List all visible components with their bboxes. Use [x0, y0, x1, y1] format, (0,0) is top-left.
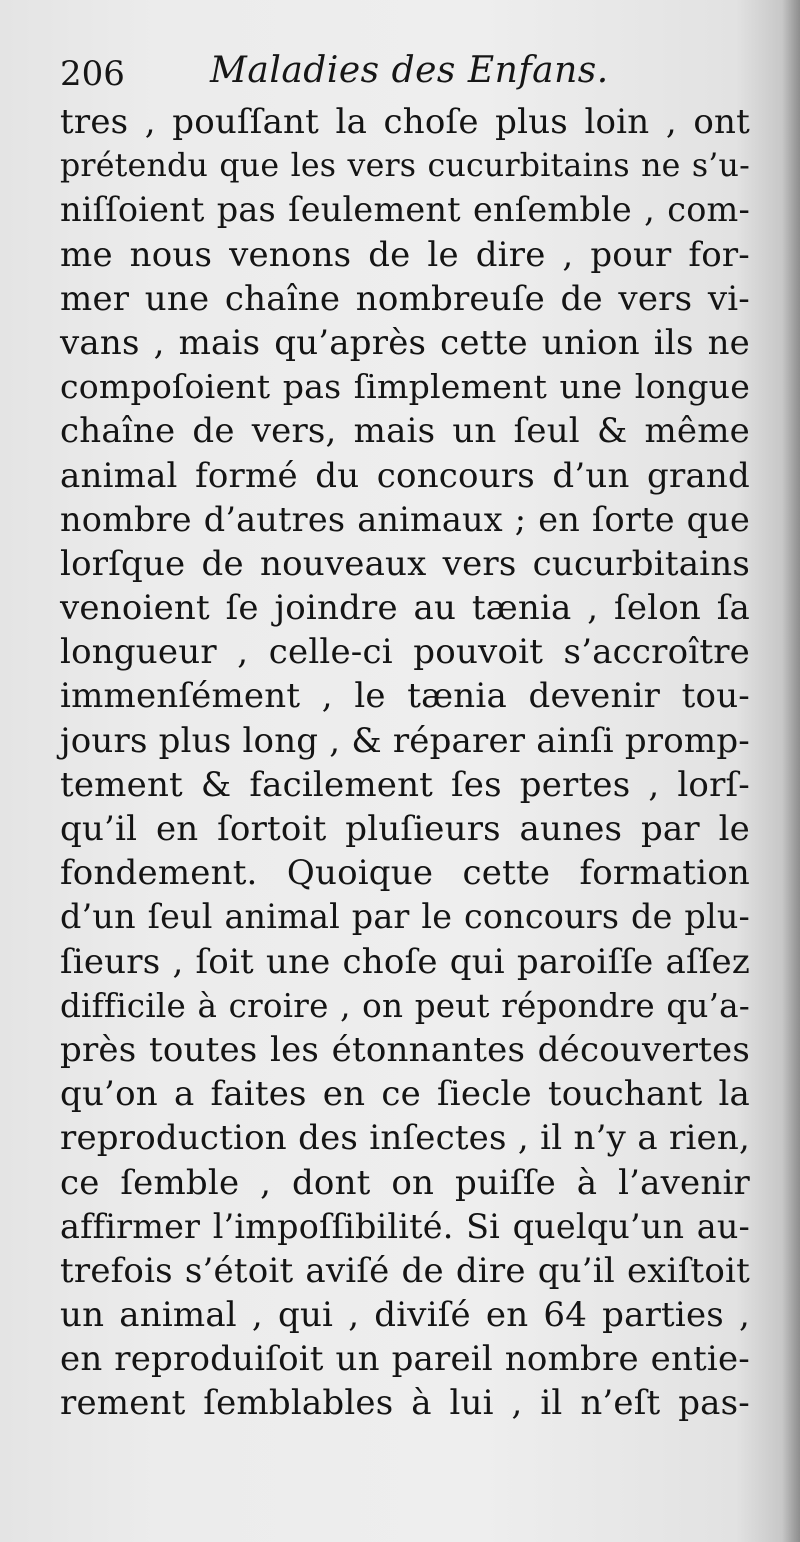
text-line: qu’il en ſortoit pluſieurs aunes par le — [60, 809, 750, 849]
text-line: mer une chaîne nombreuſe de vers vi- — [60, 278, 750, 319]
text-line: chaîne de vers, mais un ſeul & même — [60, 411, 750, 452]
text-line: rement ſemblables à lui , il n’eſt pas- — [60, 1383, 750, 1424]
body-text — [60, 100, 750, 1426]
text-line: me nous venons de le dire , pour for- — [60, 234, 750, 275]
text-line: ce ſemble , dont on puiſſe à l’avenir — [60, 1162, 750, 1203]
page-header — [60, 48, 740, 100]
page-edge-shadow — [782, 0, 800, 1542]
text-line: prétendu que les vers cucurbitains ne s’u- — [60, 148, 750, 185]
text-line: d’un ſeul animal par le concours de plu- — [60, 897, 750, 937]
text-line: vans , mais qu’après cette union ils ne — [60, 322, 750, 363]
text-line: ſieurs , ſoit une choſe qui paroiſſe aſſez — [60, 941, 750, 982]
text-line: longueur , celle-ci pouvoit s’accroître — [60, 632, 750, 673]
text-line: en reproduiſoit un pareil nombre entie- — [60, 1339, 750, 1380]
text-line: trefois s’étoit aviſé de dire qu’il exiſtoit — [60, 1250, 750, 1291]
text-line: affirmer l’impoſſibilité. Si quelqu’un au- — [60, 1206, 750, 1246]
text-line: compoſoient pas ſimplement une longue — [60, 367, 750, 407]
running-title: Maladies des Enfans. — [210, 50, 609, 91]
text-line: qu’on a faites en ce ſiecle touchant la — [60, 1074, 750, 1115]
text-line: près toutes les étonnantes découvertes — [60, 1029, 750, 1070]
text-line: venoient ſe joindre au tænia , ſelon ſa — [60, 588, 750, 629]
text-line: jours plus long , & réparer ainſi promp- — [60, 720, 750, 761]
text-line: tres , pouſſant la choſe plus loin , ont — [60, 102, 750, 142]
text-line: nombre d’autres animaux ; en ſorte que — [60, 499, 750, 539]
text-line: immenſément , le tænia devenir tou- — [60, 676, 750, 717]
text-line: un animal , qui , diviſé en 64 parties , — [60, 1295, 750, 1336]
text-line: reproduction des inſectes , il n’y a rien, — [60, 1118, 750, 1159]
text-line: tement & facilement ſes pertes , lorſ- — [60, 764, 750, 805]
text-line: niſſoient pas ſeulement enſemble , com- — [60, 190, 750, 230]
text-line: difficile à croire , on peut répondre qu’a- — [60, 986, 750, 1025]
page-number: 206 — [60, 54, 125, 94]
text-line: animal formé du concours d’un grand — [60, 455, 750, 496]
text-line: lorſque de nouveaux vers cucurbitains — [60, 543, 750, 584]
text-line: fondement. Quoique cette formation — [60, 853, 750, 894]
